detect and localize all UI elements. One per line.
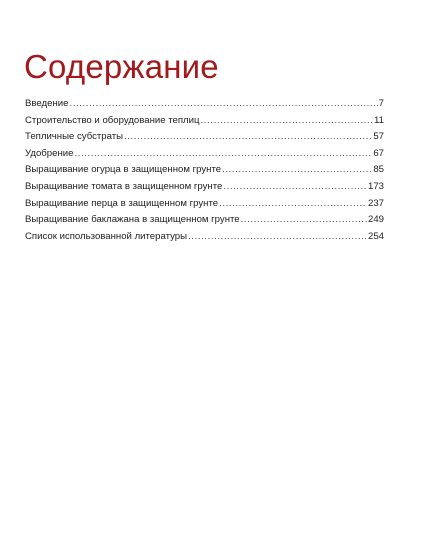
table-of-contents — [25, 96, 384, 245]
toc-entry-page: 7 — [378, 98, 384, 109]
toc-entry-greenhouse-construction[interactable] — [25, 113, 384, 130]
toc-entry-fertilizer[interactable] — [25, 146, 384, 163]
toc-leader-dots — [241, 212, 367, 229]
toc-entry-page: 237 — [367, 197, 384, 209]
toc-entry-label: Список использованной литературы — [25, 230, 188, 242]
toc-entry-page: 85 — [373, 164, 384, 176]
toc-entry-introduction[interactable] — [25, 96, 384, 113]
toc-entry-label: Тепличные субстраты — [25, 131, 124, 143]
toc-entry-page: 11 — [374, 114, 384, 126]
toc-leader-dots — [74, 146, 372, 163]
toc-entry-eggplant[interactable] — [25, 212, 384, 229]
toc-leader-dots — [201, 113, 374, 130]
toc-entry-substrates[interactable] — [25, 129, 384, 146]
toc-leader-dots — [223, 179, 367, 196]
toc-entry-label: Выращивание баклажана в защищенном грунте — [25, 214, 240, 226]
toc-entry-page: 67 — [373, 147, 384, 159]
toc-entry-label: Выращивание перца в защищенном грунте — [25, 197, 219, 209]
toc-entry-page: 57 — [373, 131, 384, 143]
toc-entry-references[interactable] — [25, 229, 384, 246]
toc-entry-cucumber[interactable] — [25, 162, 384, 179]
toc-entry-tomato[interactable] — [25, 179, 384, 196]
page-title: Содержание — [24, 48, 219, 85]
toc-entry-page: 173 — [367, 180, 384, 192]
toc-leader-dots — [222, 162, 372, 179]
toc-entry-page: 249 — [367, 214, 384, 226]
toc-entry-pepper[interactable] — [25, 196, 384, 213]
toc-entry-label: Удобрение — [25, 147, 74, 159]
toc-entry-label: Выращивание томата в защищенном грунте — [25, 180, 223, 192]
toc-entry-page: 254 — [367, 230, 384, 242]
toc-leader-dots — [69, 96, 377, 113]
toc-leader-dots — [188, 229, 367, 246]
toc-leader-dots — [219, 196, 367, 213]
toc-entry-label: Введение — [25, 98, 69, 109]
toc-entry-label: Выращивание огурца в защищенном грунте — [25, 164, 222, 176]
toc-entry-label: Строительство и оборудование теплиц — [25, 114, 200, 126]
toc-leader-dots — [124, 129, 372, 146]
